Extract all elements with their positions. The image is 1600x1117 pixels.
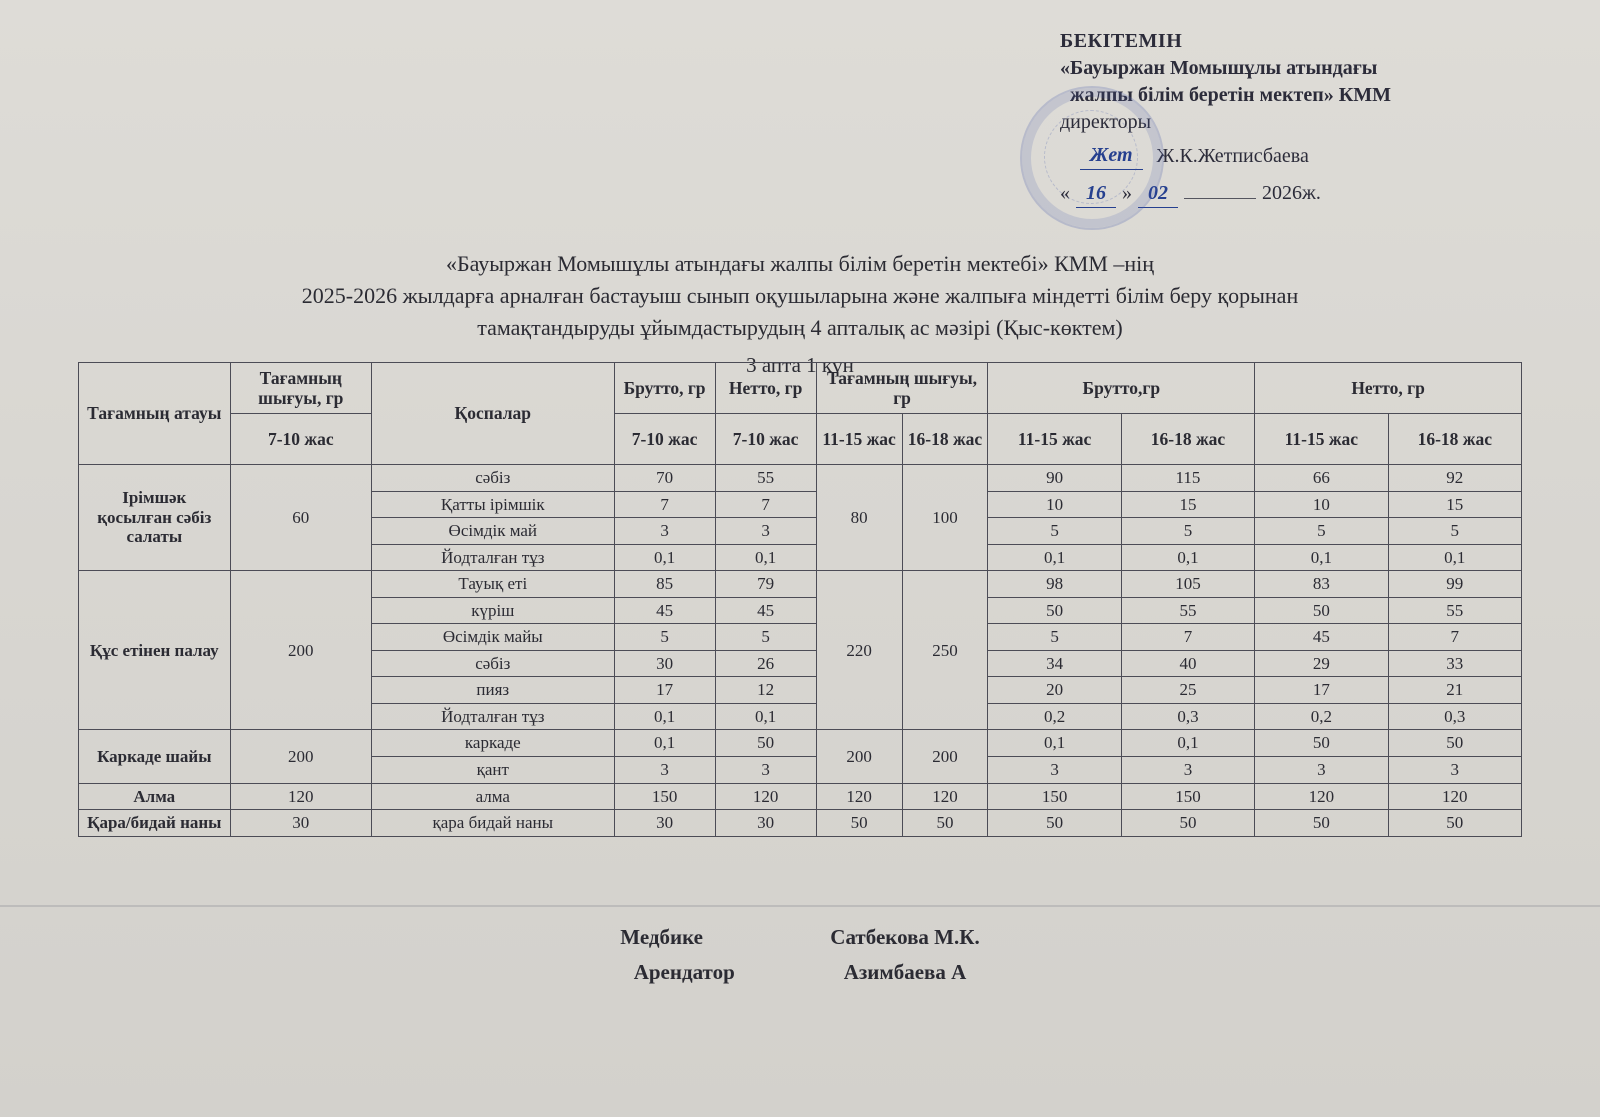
th-age-brutto-11-15: 11-15 жас: [988, 414, 1121, 465]
brutto-16-18: 0,3: [1121, 703, 1254, 730]
brutto-7-10: 5: [614, 624, 715, 651]
netto-16-18: 5: [1388, 518, 1521, 545]
th-dish-output: Тағамның шығуы, гр: [230, 363, 371, 414]
quote-close: »: [1122, 182, 1132, 204]
dish-output-11-15: 120: [816, 783, 902, 810]
brutto-11-15: 98: [988, 571, 1121, 598]
dish-output-16-18: 120: [902, 783, 988, 810]
netto-16-18: 7: [1388, 624, 1521, 651]
netto-16-18: 15: [1388, 491, 1521, 518]
netto-16-18: 50: [1388, 810, 1521, 837]
signature-mark: Жет: [1080, 142, 1143, 170]
brutto-16-18: 0,1: [1121, 730, 1254, 757]
brutto-7-10: 30: [614, 810, 715, 837]
brutto-7-10: 30: [614, 650, 715, 677]
table-row: [79, 465, 1522, 492]
table-row: [79, 783, 1522, 810]
director-signature-row: [1060, 142, 1580, 170]
netto-16-18: 99: [1388, 571, 1521, 598]
th-age-brutto-7-10: 7-10 жас: [614, 414, 715, 465]
ingredient-name: Тауық еті: [372, 571, 615, 598]
footer-signatures: [0, 925, 1600, 995]
brutto-7-10: 7: [614, 491, 715, 518]
ingredient-name: пияз: [372, 677, 615, 704]
dish-output-16-18: 50: [902, 810, 988, 837]
th-age-netto-11-15: 11-15 жас: [1255, 414, 1388, 465]
brutto-16-18: 105: [1121, 571, 1254, 598]
brutto-7-10: 45: [614, 597, 715, 624]
ingredient-name: Қатты ірімшік: [372, 491, 615, 518]
brutto-11-15: 5: [988, 624, 1121, 651]
dish-output-7-10: 30: [230, 810, 371, 837]
brutto-7-10: 3: [614, 518, 715, 545]
brutto-11-15: 0,2: [988, 703, 1121, 730]
dish-name: Құс етінен палау: [79, 571, 231, 730]
th-netto-7-10: Нетто, гр: [715, 363, 816, 414]
dish-output-16-18: 200: [902, 730, 988, 783]
brutto-16-18: 25: [1121, 677, 1254, 704]
table-row: [79, 571, 1522, 598]
brutto-7-10: 70: [614, 465, 715, 492]
brutto-11-15: 10: [988, 491, 1121, 518]
dish-output-11-15: 200: [816, 730, 902, 783]
netto-16-18: 0,1: [1388, 544, 1521, 571]
tenant-label: Арендатор: [633, 960, 735, 984]
dish-output-16-18: 250: [902, 571, 988, 730]
tenant-row: [0, 960, 1600, 985]
netto-11-15: 10: [1255, 491, 1388, 518]
brutto-11-15: 150: [988, 783, 1121, 810]
day-label: 3 апта 1 күн: [746, 352, 854, 377]
brutto-16-18: 150: [1121, 783, 1254, 810]
approval-line-1: «Бауыржан Момышұлы атындағы: [1060, 57, 1378, 79]
netto-11-15: 5: [1255, 518, 1388, 545]
brutto-16-18: 7: [1121, 624, 1254, 651]
dish-name: Қара/бидай наны: [79, 810, 231, 837]
netto-7-10: 5: [715, 624, 816, 651]
table-header-row-2: [79, 414, 1522, 465]
netto-7-10: 0,1: [715, 544, 816, 571]
dish-output-7-10: 200: [230, 730, 371, 783]
title-line-1: «Бауыржан Момышұлы атындағы жалпы білім беретін мектебі» КММ –нің: [445, 251, 1155, 276]
netto-11-15: 45: [1255, 624, 1388, 651]
brutto-7-10: 0,1: [614, 730, 715, 757]
th-dish-output-older: Тағамның шығуы, гр: [816, 363, 988, 414]
date-blank-line: [1184, 182, 1256, 199]
table-header-row-1: [79, 363, 1522, 414]
nurse-label: Медбике: [620, 925, 703, 949]
brutto-16-18: 40: [1121, 650, 1254, 677]
netto-11-15: 0,1: [1255, 544, 1388, 571]
netto-11-15: 66: [1255, 465, 1388, 492]
brutto-11-15: 90: [988, 465, 1121, 492]
netto-7-10: 120: [715, 783, 816, 810]
th-brutto-7-10: Брутто, гр: [614, 363, 715, 414]
brutto-11-15: 0,1: [988, 730, 1121, 757]
approval-block: [1060, 28, 1580, 208]
netto-7-10: 45: [715, 597, 816, 624]
brutto-16-18: 5: [1121, 518, 1254, 545]
tenant-name: Азимбаева А: [843, 960, 967, 984]
ingredient-name: Йодталған тұз: [372, 544, 615, 571]
th-age-out-11-15: 11-15 жас: [816, 414, 902, 465]
netto-7-10: 12: [715, 677, 816, 704]
netto-7-10: 50: [715, 730, 816, 757]
ingredient-name: каркаде: [372, 730, 615, 757]
netto-7-10: 3: [715, 757, 816, 784]
netto-16-18: 0,3: [1388, 703, 1521, 730]
brutto-11-15: 50: [988, 597, 1121, 624]
quote-open: «: [1060, 182, 1070, 204]
ingredient-name: күріш: [372, 597, 615, 624]
ingredient-name: Йодталған тұз: [372, 703, 615, 730]
dish-output-11-15: 220: [816, 571, 902, 730]
approval-date-row: [1060, 180, 1580, 208]
netto-7-10: 3: [715, 518, 816, 545]
dish-name: Каркаде шайы: [79, 730, 231, 783]
menu-table-body: [79, 465, 1522, 837]
netto-11-15: 83: [1255, 571, 1388, 598]
netto-11-15: 3: [1255, 757, 1388, 784]
netto-11-15: 0,2: [1255, 703, 1388, 730]
brutto-16-18: 115: [1121, 465, 1254, 492]
brutto-16-18: 50: [1121, 810, 1254, 837]
netto-16-18: 55: [1388, 597, 1521, 624]
th-netto-older: Нетто, гр: [1255, 363, 1522, 414]
ingredient-name: Өсімдік май: [372, 518, 615, 545]
netto-16-18: 21: [1388, 677, 1521, 704]
dish-output-7-10: 120: [230, 783, 371, 810]
brutto-16-18: 15: [1121, 491, 1254, 518]
netto-11-15: 17: [1255, 677, 1388, 704]
th-age-netto-7-10: 7-10 жас: [715, 414, 816, 465]
dish-output-11-15: 80: [816, 465, 902, 571]
netto-16-18: 3: [1388, 757, 1521, 784]
th-age-brutto-16-18: 16-18 жас: [1121, 414, 1254, 465]
dish-name: Ірімшәк қосылған сәбіз салаты: [79, 465, 231, 571]
brutto-7-10: 17: [614, 677, 715, 704]
director-name: Ж.К.Жетписбаева: [1156, 145, 1309, 167]
th-age-out-7-10: 7-10 жас: [230, 414, 371, 465]
nurse-name: Сатбекова М.К.: [830, 925, 980, 949]
paper-fold-line: [0, 905, 1600, 907]
netto-7-10: 0,1: [715, 703, 816, 730]
netto-7-10: 55: [715, 465, 816, 492]
netto-11-15: 29: [1255, 650, 1388, 677]
netto-7-10: 26: [715, 650, 816, 677]
th-dish-name: Тағамның атауы: [79, 363, 231, 465]
approval-line-3: директоры: [1060, 111, 1152, 133]
th-ingredients: Қоспалар: [372, 363, 615, 465]
th-age-out-16-18: 16-18 жас: [902, 414, 988, 465]
brutto-7-10: 0,1: [614, 544, 715, 571]
netto-11-15: 50: [1255, 597, 1388, 624]
title-line-2: 2025-2026 жылдарға арналған бастауыш сынып оқушыларына және жалпыға міндетті білім беру қорынан: [301, 282, 1299, 308]
ingredient-name: Өсімдік майы: [372, 624, 615, 651]
brutto-11-15: 20: [988, 677, 1121, 704]
netto-7-10: 79: [715, 571, 816, 598]
table-row: [79, 730, 1522, 757]
title-line-3: тамақтандыруды ұйымдастырудың 4 апталық ас мәзірі (Қыс-көктем): [477, 314, 1123, 340]
document-title: [0, 248, 1600, 380]
ingredient-name: қант: [372, 757, 615, 784]
ingredient-name: қара бидай наны: [372, 810, 615, 837]
approval-heading: БЕКІТЕМІН: [1060, 30, 1183, 52]
brutto-16-18: 0,1: [1121, 544, 1254, 571]
brutto-11-15: 5: [988, 518, 1121, 545]
dish-name: Алма: [79, 783, 231, 810]
ingredient-name: алма: [372, 783, 615, 810]
ingredient-name: сәбіз: [372, 650, 615, 677]
nurse-row: [0, 925, 1600, 950]
brutto-11-15: 3: [988, 757, 1121, 784]
approval-date-year: 2026ж.: [1262, 182, 1321, 204]
netto-11-15: 50: [1255, 810, 1388, 837]
brutto-7-10: 3: [614, 757, 715, 784]
brutto-7-10: 150: [614, 783, 715, 810]
brutto-11-15: 34: [988, 650, 1121, 677]
netto-7-10: 30: [715, 810, 816, 837]
brutto-7-10: 0,1: [614, 703, 715, 730]
dish-output-11-15: 50: [816, 810, 902, 837]
table-row: [79, 810, 1522, 837]
ingredient-name: сәбіз: [372, 465, 615, 492]
menu-table: [78, 362, 1522, 837]
netto-16-18: 33: [1388, 650, 1521, 677]
approval-date-day: 16: [1076, 180, 1116, 208]
brutto-11-15: 0,1: [988, 544, 1121, 571]
dish-output-16-18: 100: [902, 465, 988, 571]
netto-11-15: 50: [1255, 730, 1388, 757]
th-brutto-older: Брутто,гр: [988, 363, 1255, 414]
approval-line-2: жалпы білім беретін мектеп» КММ: [1070, 84, 1392, 106]
dish-output-7-10: 200: [230, 571, 371, 730]
netto-7-10: 7: [715, 491, 816, 518]
netto-16-18: 120: [1388, 783, 1521, 810]
dish-output-7-10: 60: [230, 465, 371, 571]
brutto-16-18: 55: [1121, 597, 1254, 624]
brutto-7-10: 85: [614, 571, 715, 598]
approval-date-month: 02: [1138, 180, 1178, 208]
netto-16-18: 92: [1388, 465, 1521, 492]
brutto-11-15: 50: [988, 810, 1121, 837]
th-age-netto-16-18: 16-18 жас: [1388, 414, 1521, 465]
brutto-16-18: 3: [1121, 757, 1254, 784]
netto-11-15: 120: [1255, 783, 1388, 810]
netto-16-18: 50: [1388, 730, 1521, 757]
